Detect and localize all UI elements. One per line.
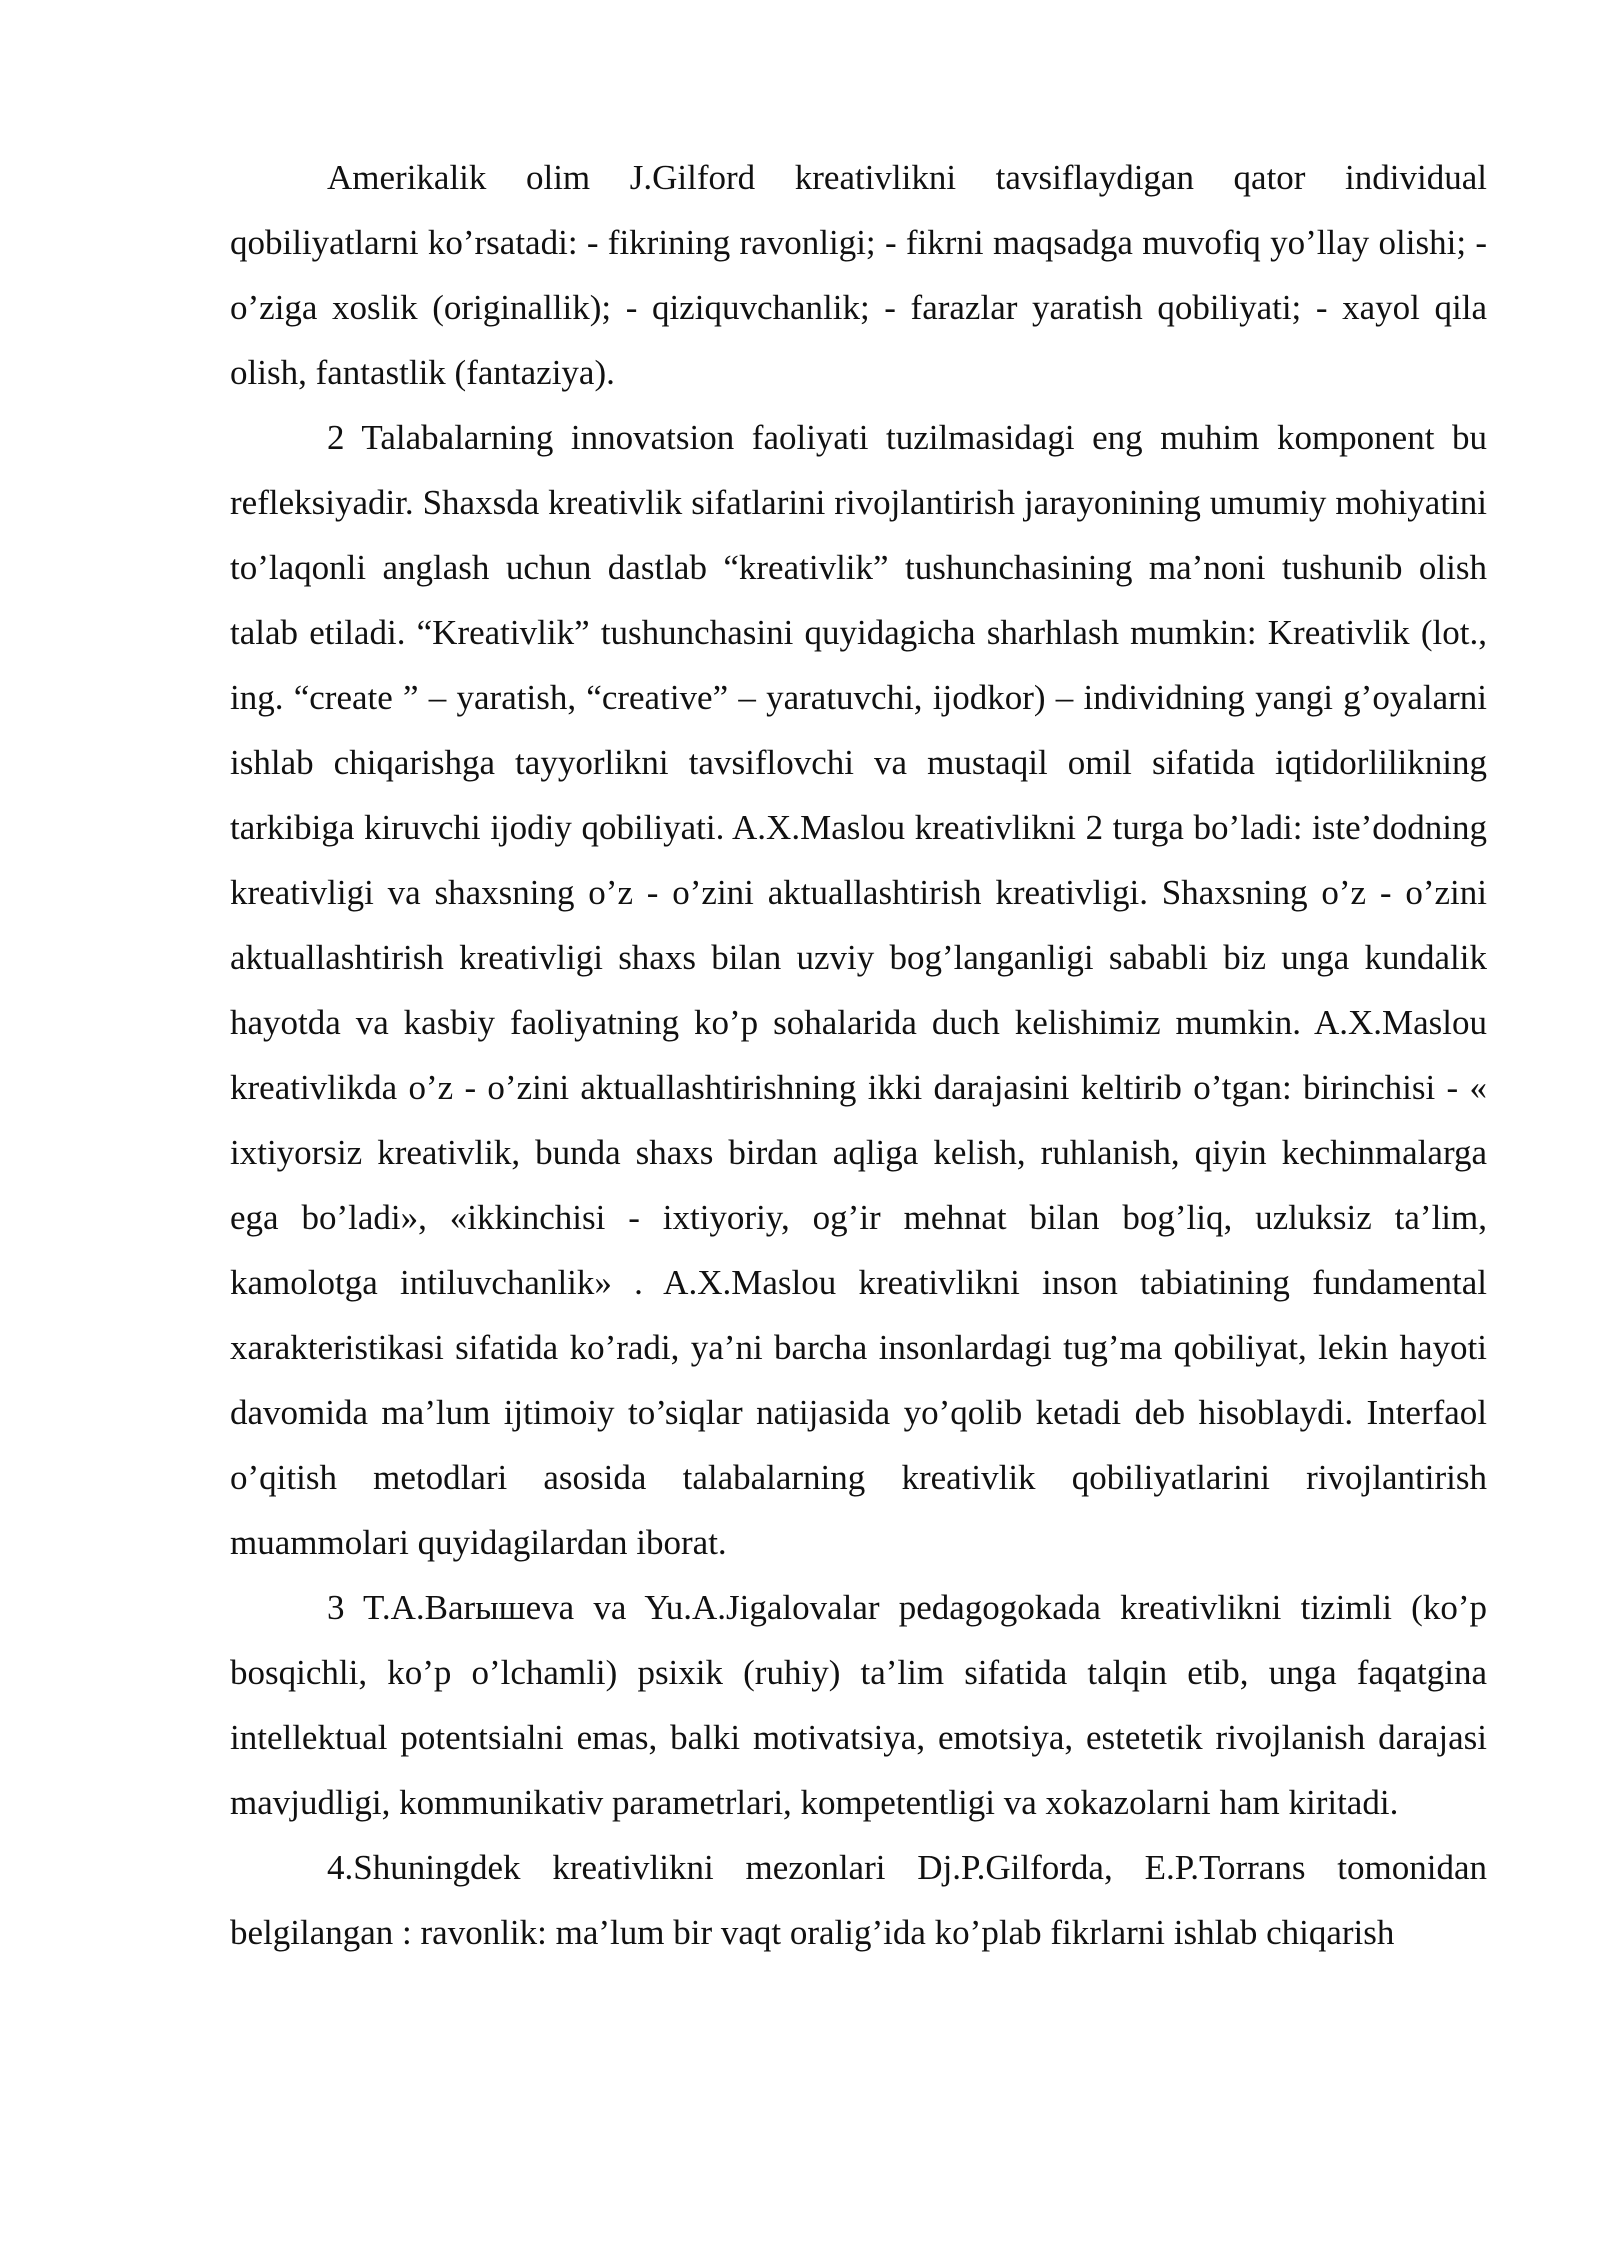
paragraph-reflection-creativity: 2 Talabalarning innovatsion faoliyati tuzilmasidagi eng muhim komponent bu refleksiyadir. Shaxsda kreativlik sifatlarini rivojlantirish jarayonining umumiy mohiyatini to’laqonli anglash uchun dastlab “kreativlik” tushunchasining ma’noni tushunib olish talab etiladi. “Kreativlik” tushunchasini quyidagicha sharhlash mumkin: Kreativlik (lot., ing. “create ” – yaratish, “creative” – yaratuvchi, ijodkor) – individning yangi g’oyalarni ishlab chiqarishga tayyorlikni tavsiflovchi va mustaqil omil sifatida iqtidorlilikning tarkibiga kiruvchi ijodiy qobiliyati. A.X.Maslou kreativlikni 2 turga bo’ladi: iste’dodning kreativligi va shaxsning o’z - o’zini aktuallashtirish kreativligi. Shaxsning o’z - o’zini aktuallashtirish kreativligi shaxs bilan uzviy bog’langanligi sababli biz unga kundalik hayotda va kasbiy faoliyatning ko’p sohalarida duch kelishimiz mumkin. A.X.Maslou kreativlikda o’z - o’zini aktuallashtirishning ikki darajasini keltirib o’tgan: birinchisi - « ixtiyorsiz kreativlik, bunda shaxs birdan aqliga kelish, ruhlanish, qiyin kechinmalarga ega bo’ladi», «ikkinchisi - ixtiyoriy, og’ir mehnat bilan bog’liq, uzluksiz ta’lim, kamolotga intiluvchanlik» . A.X.Maslou kreativlikni inson tabiatining fundamental xarakteristikasi sifatida ko’radi, ya’ni barcha insonlardagi tug’ma qobiliyat, lekin hayoti davomida ma’lum ijtimoiy to’siqlar natijasida yo’qolib ketadi deb hisoblaydi. Interfaol o’qitish metodlari asosida talabalarning kreativlik qobiliyatlarini rivojlantirish muammolari quyidagilardan iborat.: [230, 418, 1487, 1562]
paragraph-creativity-criteria: 4.Shuningdek kreativlikni mezonlari Dj.P.Gilforda, E.P.Torrans tomonidan belgilangan : ravonlik: ma’lum bir vaqt oralig’ida ko’plab fikrlarni ishlab chiqarish: [230, 1848, 1487, 1952]
paragraph-gilford-abilities: Amerikalik olim J.Gilford kreativlikni tavsiflaydigan qator individual qobiliyatlarni ko’rsatadi: - fikrining ravonligi; - fikrni maqsadga muvofiq yo’llay olishi; - o’ziga xoslik (originallik); - qiziquvchanlik; - farazlar yaratish qobiliyati; - xayol qila olish, fantastlik (fantaziya).: [230, 158, 1487, 392]
document-body: [230, 145, 1487, 1965]
paragraph-barysheva-jigalova: 3 T.A.Barышeva va Yu.A.Jigalovalar pedagogokada kreativlikni tizimli (ko’p bosqichli, ko’p o’lchamli) psixik (ruhiy) ta’lim sifatida talqin etib, unga faqatgina intellektual potentsialni emas, balki motivatsiya, emotsiya, estetetik rivojlanish darajasi mavjudligi, kommunikativ parametrlari, kompetentligi va xokazolarni ham kiritadi.: [230, 1588, 1487, 1822]
